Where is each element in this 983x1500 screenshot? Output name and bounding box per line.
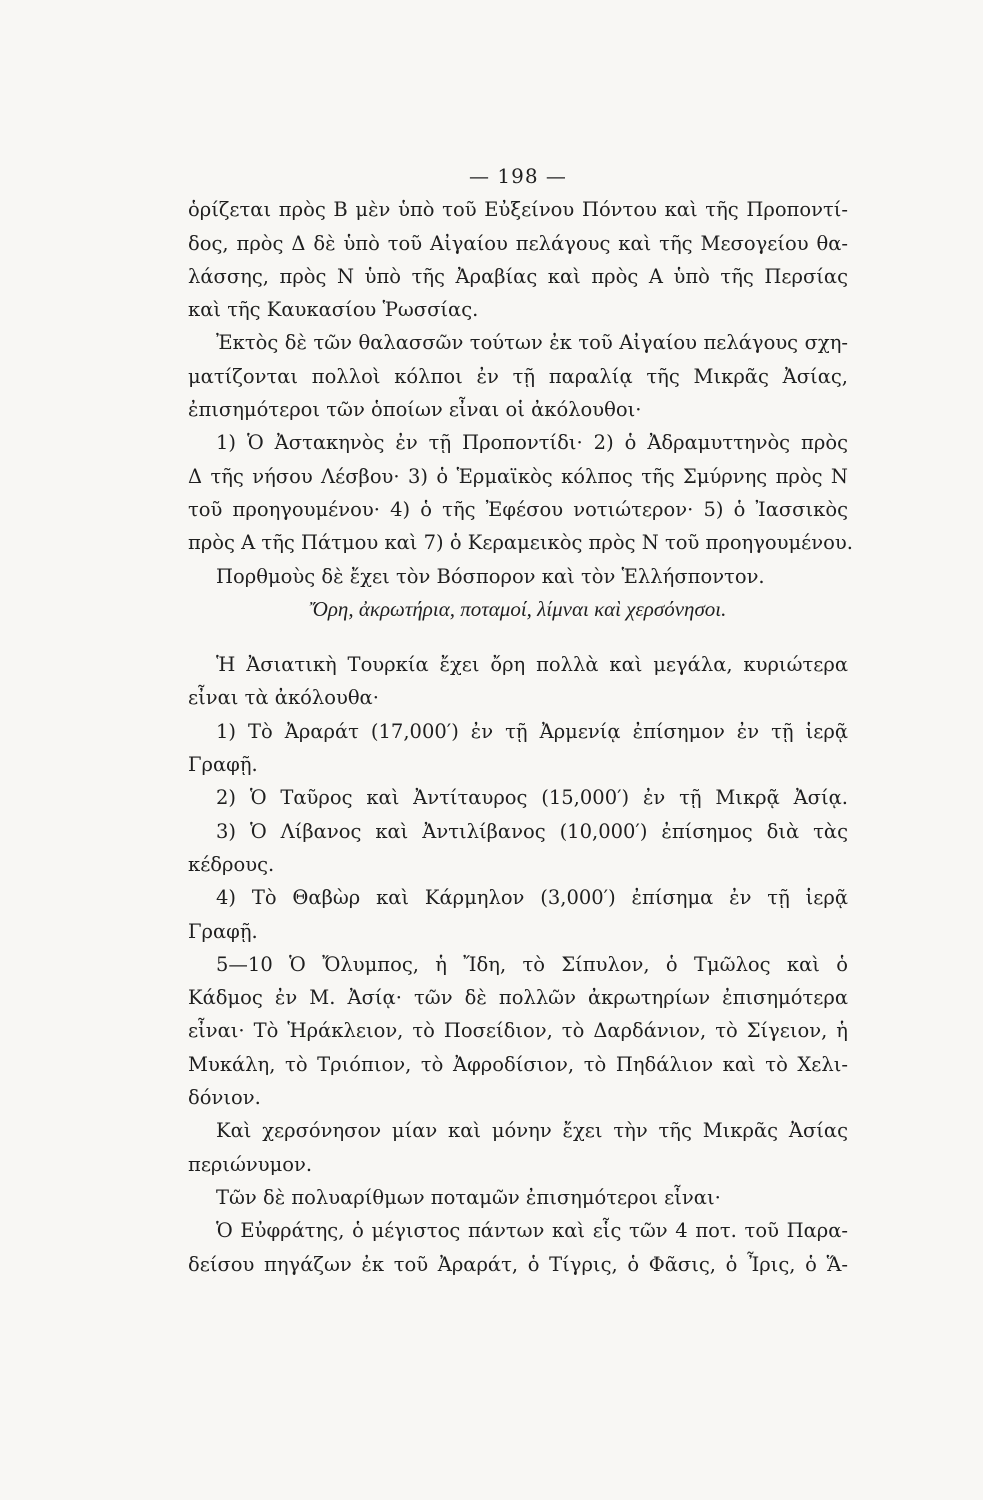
text-line: Ὁ Εὐφράτης, ὁ μέγιστος πάντων καὶ εἷς τῶν 4 ποτ. τοῦ Παρα- — [216, 1219, 848, 1243]
text-line: 4) Τὸ Θαβὼρ καὶ Κάρμηλον (3,000′) ἐπίσημα ἐν τῇ ἱερᾷ — [216, 886, 848, 910]
text-line: εἶναι τὰ ἀκόλουθα· — [188, 686, 379, 710]
text-line: πρὸς Α τῆς Πάτμου καὶ 7) ὁ Κεραμεικὸς πρὸς Ν τοῦ προηγουμένου. — [188, 531, 853, 555]
text-line: κέδρους. — [188, 852, 275, 876]
text-line — [188, 626, 848, 648]
text-line: Τῶν δὲ πολυαρίθμων ποταμῶν ἐπισημότεροι εἶναι· — [216, 1185, 721, 1209]
text-line: ματίζονται πολλοὶ κόλποι ἐν τῇ παραλίᾳ τῆς Μικρᾶς Ἀσίας, — [188, 364, 848, 388]
text-line: περιώνυμον. — [188, 1152, 313, 1176]
page-text — [188, 160, 853, 1281]
text-line: τοῦ προηγουμένου· 4) ὁ τῆς Ἐφέσου νοτιώτερον· 5) ὁ Ἰασσικὸς — [188, 497, 848, 521]
text-line: καὶ τῆς Καυκασίου Ῥωσσίας. — [188, 298, 479, 322]
text-line: λάσσης, πρὸς Ν ὑπὸ τῆς Ἀραβίας καὶ πρὸς Α ὑπὸ τῆς Περσίας — [188, 264, 848, 288]
text-line: 5—10 Ὁ Ὄλυμπος, ἡ Ἴδη, τὸ Σίπυλον, ὁ Τμῶλος καὶ ὁ — [216, 952, 848, 976]
text-line: δόνιον. — [188, 1086, 261, 1110]
text-line: Γραφῇ. — [188, 753, 258, 777]
text-line: 1) Ὁ Ἀστακηνὸς ἐν τῇ Προποντίδι· 2) ὁ Ἀδραμυττηνὸς πρὸς — [216, 431, 848, 455]
text-line: 1) Τὸ Ἀραράτ (17,000′) ἐν τῇ Ἀρμενίᾳ ἐπίσημον ἐν τῇ ἱερᾷ — [216, 719, 848, 743]
text-line: Καὶ χερσόνησον μίαν καὶ μόνην ἔχει τὴν τῆς Μικρᾶς Ἀσίας — [216, 1119, 848, 1143]
text-line: Πορθμοὺς δὲ ἔχει τὸν Βόσπορον καὶ τὸν Ἑλλήσποντον. — [216, 564, 765, 588]
text-line: Ἐκτὸς δὲ τῶν θαλασσῶν τούτων ἐκ τοῦ Αἰγαίου πελάγους σχη- — [216, 331, 848, 355]
text-line: 2) Ὁ Ταῦρος καὶ Ἀντίταυρος (15,000′) ἐν τῇ Μικρᾷ Ἀσίᾳ. — [216, 786, 848, 810]
text-line: δος, πρὸς Δ δὲ ὑπὸ τοῦ Αἰγαίου πελάγους καὶ τῆς Μεσογείου θα- — [188, 231, 848, 255]
text-line: Ἡ Ἀσιατικὴ Τουρκία ἔχει ὄρη πολλὰ καὶ μεγάλα, κυριώτερα — [216, 653, 848, 677]
section-heading: Ὄρη, ἀκρωτήρια, ποταμοί, λίμναι καὶ χερσόνησοι. — [309, 596, 727, 621]
text-line: δείσου πηγάζων ἐκ τοῦ Ἀραράτ, ὁ Τίγρις, ὁ Φᾶσις, ὁ Ἶρις, ὁ Ἅ- — [188, 1252, 848, 1276]
text-line: 3) Ὁ Λίβανος καὶ Ἀντιλίβανος (10,000′) ἐπίσημος διὰ τὰς — [216, 819, 848, 843]
text-line: Δ τῆς νήσου Λέσβου· 3) ὁ Ἑρμαϊκὸς κόλπος τῆς Σμύρνης πρὸς Ν — [188, 464, 848, 488]
text-line: Γραφῇ. — [188, 919, 258, 943]
text-line: ὁρίζεται πρὸς Β μὲν ὑπὸ τοῦ Εὐξείνου Πόντου καὶ τῆς Προποντί- — [188, 198, 848, 222]
text-line: ἐπισημότεροι τῶν ὁποίων εἶναι οἱ ἀκόλουθοι· — [188, 398, 642, 422]
page-number: — 198 — — [469, 164, 567, 188]
body-lines — [188, 193, 853, 1281]
text-line: Κάδμος ἐν Μ. Ἀσίᾳ· τῶν δὲ πολλῶν ἀκρωτηρίων ἐπισημότερα — [188, 986, 848, 1010]
text-line: Μυκάλη, τὸ Τριόπιον, τὸ Ἀφροδίσιον, τὸ Πηδάλιον καὶ τὸ Χελι- — [188, 1052, 848, 1076]
text-line: εἶναι· Τὸ Ἡράκλειον, τὸ Ποσείδιον, τὸ Δαρδάνιον, τὸ Σίγειον, ἡ — [188, 1019, 848, 1043]
